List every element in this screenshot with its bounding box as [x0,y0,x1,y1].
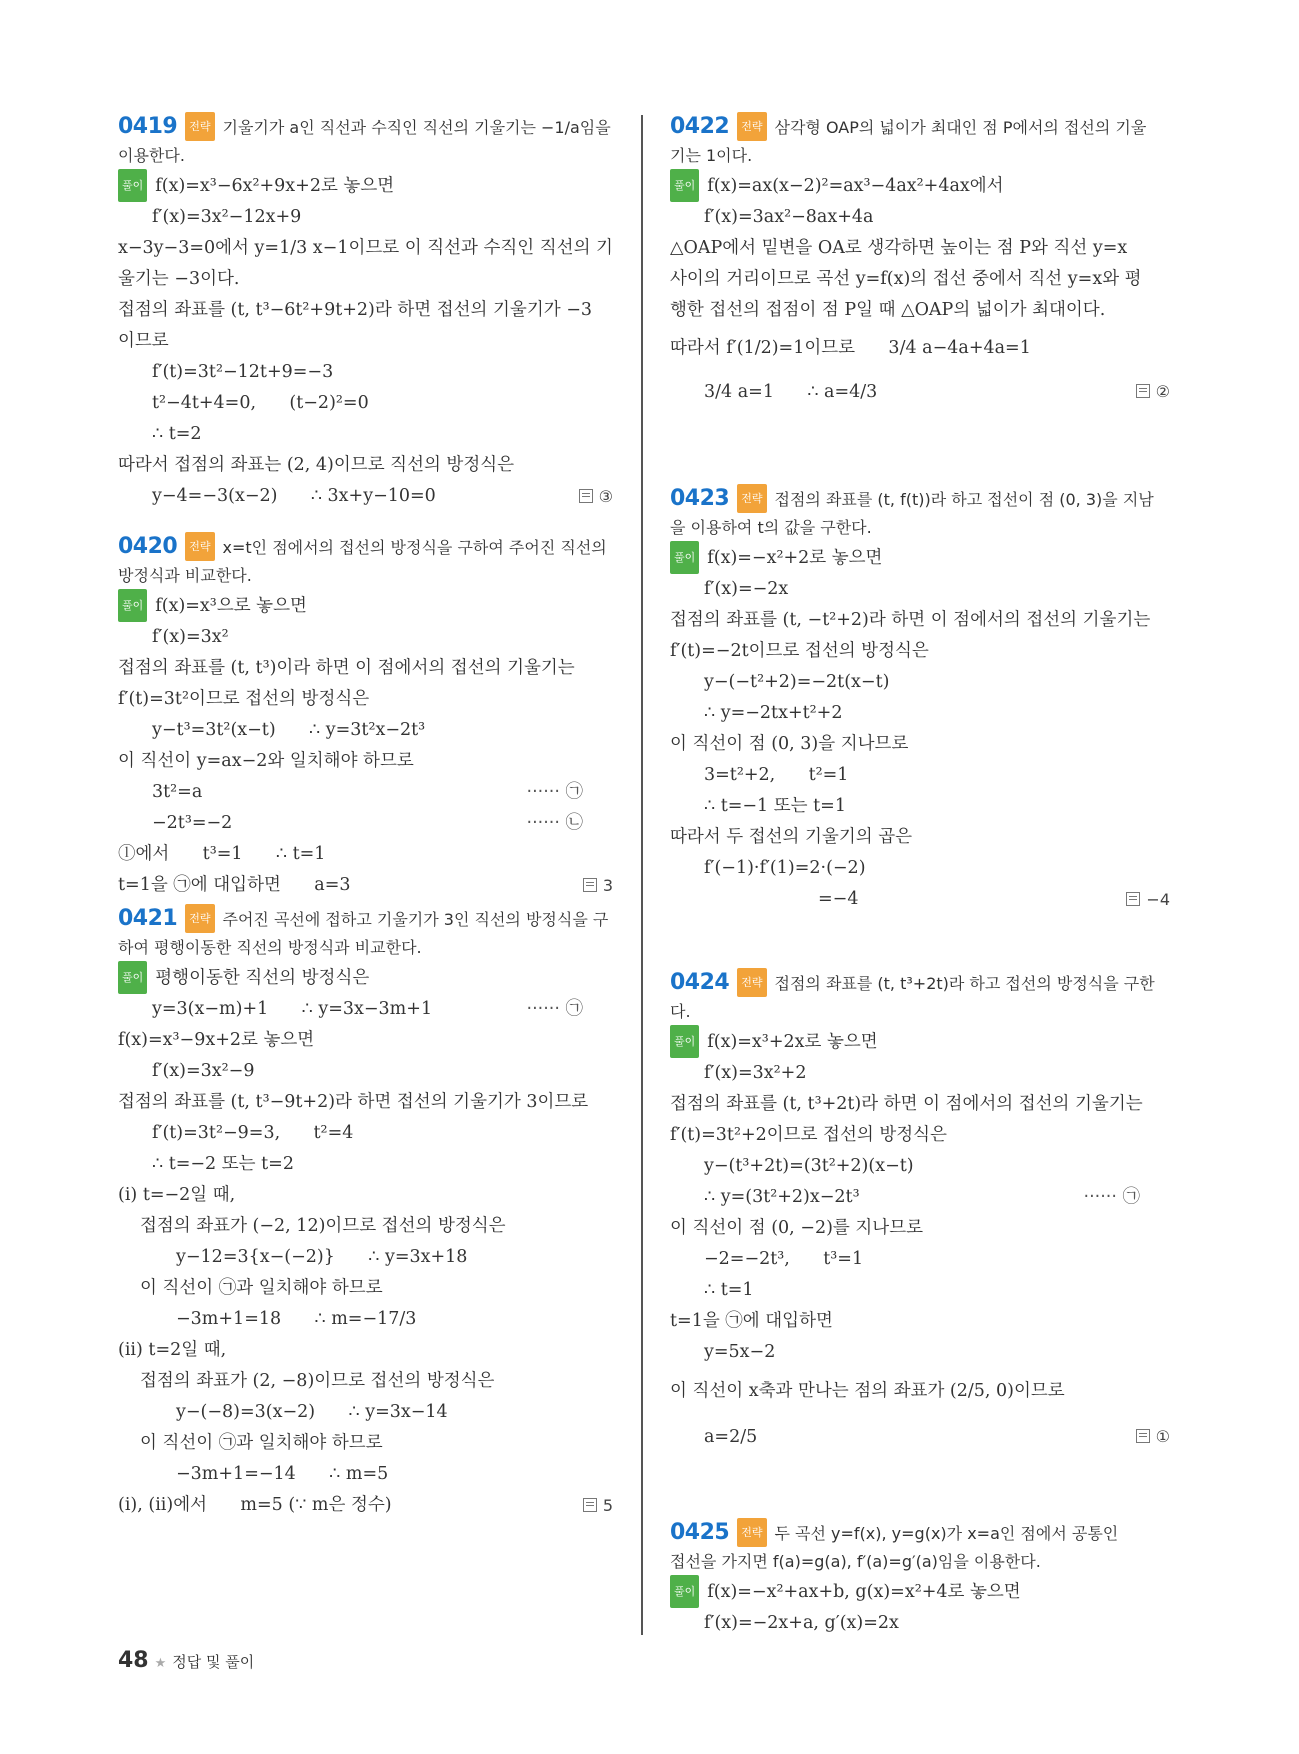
solution-line: 따라서 f′(1/2)=1이므로 3/4 a−4a+4a=1 [670,338,1031,358]
solution-line: f(x)=x³−6x²+9x+2로 놓으면 [155,176,395,196]
strategy-text: 방정식과 비교한다. [118,566,252,585]
problem-0419 [118,112,613,532]
strategy-text: 하여 평행이동한 직선의 방정식과 비교한다. [118,938,422,957]
solution-tag: 풀이 [670,1575,699,1608]
strategy-text: 접점의 좌표를 (t, t³+2t)라 하고 접선의 방정식을 구한 [774,974,1155,993]
solution-line: 이 직선이 ㉠과 일치해야 하므로 [140,1278,383,1298]
solution-line: ∴ y=−2tx+t²+2 [704,703,843,723]
strategy-text: 다. [670,1002,691,1021]
solution-line: 접점의 좌표를 (t, −t²+2)라 하면 이 점에서의 접선의 기울기는 [670,610,1151,630]
solution-line: =−4 [818,889,859,909]
solution-line: t²−4t+4=0, (t−2)²=0 [152,393,369,413]
equation-label: ······ ㉠ [526,999,583,1019]
solution-line: 사이의 거리이므로 곡선 y=f(x)의 접선 중에서 직선 y=x와 평 [670,269,1142,289]
solution-line: f′(t)=3t²+2이므로 접선의 방정식은 [670,1125,947,1145]
solution-line: ∴ t=2 [152,424,202,444]
solution-line: y−4=−3(x−2) ∴ 3x+y−10=0 [152,486,436,506]
solution-line: a=2/5 [704,1427,758,1447]
answer-value: 5 [602,1496,613,1515]
strategy-tag: 전략 [737,1518,766,1547]
equation-label: ······ ㉠ [1083,1187,1140,1207]
answer-value: 3 [602,876,613,895]
solution-line: ∴ y=(3t²+2)x−2t³ [704,1187,860,1207]
solution-line: △OAP에서 밑변을 OA로 생각하면 높이는 점 P와 직선 y=x [670,238,1128,258]
solution-line: f′(x)=3x² [152,627,229,647]
strategy-text: 주어진 곡선에 접하고 기울기가 3인 직선의 방정식을 구 [222,910,609,929]
solution-line: −3m+1=−14 ∴ m=5 [176,1464,389,1484]
equation-label: ······ ㉠ [526,782,583,802]
strategy-text: 기울기가 a인 직선과 수직인 직선의 기울기는 −1/a임을 [222,118,611,137]
solution-line: ⓛ에서 t³=1 ∴ t=1 [118,844,326,864]
solution-line: 따라서 두 접선의 기울기의 곱은 [670,827,913,847]
problem-number: 0420 [118,534,178,559]
answer-mark [579,481,613,512]
solution-line: f′(t)=3t²−12t+9=−3 [152,362,334,382]
solution-line: f(x)=−x²+ax+b, g(x)=x²+4로 놓으면 [707,1582,1021,1602]
star-icon: ★ [154,1656,167,1671]
problem-number: 0423 [670,486,730,511]
answer-icon [1136,384,1150,398]
solution-line: 이 직선이 점 (0, 3)을 지나므로 [670,734,909,754]
solution-tag: 풀이 [670,541,699,574]
solution-line: (i), (ii)에서 m=5 (∵ m은 정수) [118,1495,392,1515]
solution-line: 접점의 좌표를 (t, t³)이라 하면 이 점에서의 접선의 기울기는 [118,658,575,678]
strategy-tag: 전략 [737,484,766,513]
solution-line: ∴ t=1 [704,1280,754,1300]
column-divider [641,115,643,1635]
answer-icon [583,878,597,892]
solution-line: −3m+1=18 ∴ m=−17/3 [176,1309,417,1329]
problem-number: 0424 [670,970,730,995]
solution-line: 3=t²+2, t²=1 [704,765,849,785]
problem-0420 [118,532,613,904]
right-column [670,112,1170,1639]
solution-line: 이므로 [118,331,169,351]
solution-line: 접점의 좌표가 (−2, 12)이므로 접선의 방정식은 [140,1216,506,1236]
solution-line: (i) t=−2일 때, [118,1185,236,1205]
solution-line: 이 직선이 y=ax−2와 일치해야 하므로 [118,751,414,771]
problem-0422 [670,112,1170,484]
answer-mark [583,1490,613,1521]
solution-line: f′(x)=3x²−12x+9 [152,207,302,227]
page-number: 48 [118,1648,149,1673]
answer-icon [579,489,593,503]
problem-0421 [118,904,613,1521]
solution-line: 따라서 접점의 좌표는 (2, 4)이므로 직선의 방정식은 [118,455,515,475]
solution-line: t=1을 ㉠에 대입하면 [670,1311,833,1331]
strategy-text: 기는 1이다. [670,146,753,165]
left-column [118,112,613,1521]
solution-line: 이 직선이 x축과 만나는 점의 좌표가 (2/5, 0)이므로 [670,1381,1065,1401]
solution-line: f′(x)=3x²−9 [152,1061,255,1081]
solution-line: 이 직선이 점 (0, −2)를 지나므로 [670,1218,924,1238]
strategy-text: 삼각형 OAP의 넓이가 최대인 점 P에서의 접선의 기울 [774,118,1147,137]
solution-tag: 풀이 [118,169,147,202]
solution-line: f(x)=ax(x−2)²=ax³−4ax²+4ax에서 [707,176,1004,196]
solution-line: ∴ t=−1 또는 t=1 [704,796,846,816]
solution-tag: 풀이 [670,169,699,202]
solution-line: f′(x)=−2x [704,579,789,599]
strategy-tag: 전략 [737,968,766,997]
strategy-tag: 전략 [185,532,214,561]
solution-tag: 풀이 [118,961,147,994]
solution-tag: 풀이 [670,1025,699,1058]
strategy-text: 을 이용하여 t의 값을 구한다. [670,518,872,537]
strategy-tag: 전략 [185,904,214,933]
equation-label: ······ ㉡ [526,813,583,833]
solution-line: 접점의 좌표를 (t, t³+2t)라 하면 이 점에서의 접선의 기울기는 [670,1094,1143,1114]
problem-number: 0419 [118,114,178,139]
strategy-text: 접점의 좌표를 (t, f(t))라 하고 접선이 점 (0, 3)을 지남 [774,490,1154,509]
solution-line: f′(x)=3ax²−8ax+4a [704,207,874,227]
solution-line: x−3y−3=0에서 y=1/3 x−1이므로 이 직선과 수직인 직선의 기 [118,238,613,258]
solution-line: y=5x−2 [704,1342,776,1362]
solution-tag: 풀이 [118,589,147,622]
solution-line: y−(−t²+2)=−2t(x−t) [704,672,890,692]
solution-line: 접점의 좌표를 (t, t³−6t²+9t+2)라 하면 접선의 기울기가 −3 [118,300,592,320]
solution-line: 평행이동한 직선의 방정식은 [155,968,370,988]
problem-number: 0422 [670,114,730,139]
solution-line: f′(x)=−2x+a, g′(x)=2x [704,1613,899,1633]
answer-mark [583,870,613,901]
problem-number: 0421 [118,906,178,931]
answer-mark [1136,1414,1170,1460]
strategy-text: 두 곡선 y=f(x), y=g(x)가 x=a인 점에서 공통인 [774,1524,1119,1543]
page-footer [118,1648,254,1673]
problem-number: 0425 [670,1520,730,1545]
solution-line: f′(t)=3t²이므로 접선의 방정식은 [118,689,370,709]
solution-line: 행한 접선의 접점이 점 P일 때 △OAP의 넓이가 최대이다. [670,300,1106,320]
solution-line: y=3(x−m)+1 ∴ y=3x−3m+1 [152,999,433,1019]
answer-icon [1126,892,1140,906]
answer-value: −4 [1146,890,1170,909]
answer-value: ③ [598,487,613,506]
solution-line: 이 직선이 ㉠과 일치해야 하므로 [140,1433,383,1453]
problem-0425 [670,1518,1170,1639]
solution-line: 3/4 a=1 ∴ a=4/3 [704,382,878,402]
strategy-tag: 전략 [737,112,766,141]
solution-line: 접점의 좌표를 (t, t³−9t+2)라 하면 접선의 기울기가 3이므로 [118,1092,589,1112]
answer-value: ② [1155,382,1170,401]
strategy-text: 접선을 가지면 f(a)=g(a), f′(a)=g′(a)임을 이용한다. [670,1552,1041,1571]
solution-line: f(x)=−x²+2로 놓으면 [707,548,883,568]
strategy-tag: 전략 [185,112,214,141]
solution-line: 접점의 좌표가 (2, −8)이므로 접선의 방정식은 [140,1371,495,1391]
answer-mark [1136,370,1170,414]
solution-line: f(x)=x³으로 놓으면 [155,596,307,616]
solution-line: y−12=3{x−(−2)} ∴ y=3x+18 [176,1247,468,1267]
strategy-text: 이용한다. [118,146,185,165]
solution-line: (ii) t=2일 때, [118,1340,227,1360]
answer-value: ① [1155,1427,1170,1446]
solution-line: f′(t)=−2t이므로 접선의 방정식은 [670,641,929,661]
solution-line: y−(t³+2t)=(3t²+2)(x−t) [704,1156,914,1176]
strategy-text: x=t인 점에서의 접선의 방정식을 구하여 주어진 직선의 [222,538,607,557]
solution-line: y−t³=3t²(x−t) ∴ y=3t²x−2t³ [152,720,426,740]
answer-mark [1126,884,1170,915]
solution-line: f′(−1)·f′(1)=2·(−2) [704,858,866,878]
footer-title: 정답 및 풀이 [172,1653,255,1671]
solution-line: 울기는 −3이다. [118,269,240,289]
solution-line: t=1을 ㉠에 대입하면 a=3 [118,875,351,895]
problem-0424 [670,968,1170,1518]
solution-line: 3t²=a [152,782,203,802]
solution-line: y−(−8)=3(x−2) ∴ y=3x−14 [176,1402,448,1422]
answer-icon [583,1498,597,1512]
solution-line: f(x)=x³+2x로 놓으면 [707,1032,878,1052]
solution-line: −2=−2t³, t³=1 [704,1249,864,1269]
solution-line: ∴ t=−2 또는 t=2 [152,1154,294,1174]
solution-line: −2t³=−2 [152,813,233,833]
solution-line: f′(x)=3x²+2 [704,1063,807,1083]
problem-0423 [670,484,1170,968]
solution-line: f′(t)=3t²−9=3, t²=4 [152,1123,354,1143]
solution-line: f(x)=x³−9x+2로 놓으면 [118,1030,315,1050]
answer-icon [1136,1429,1150,1443]
